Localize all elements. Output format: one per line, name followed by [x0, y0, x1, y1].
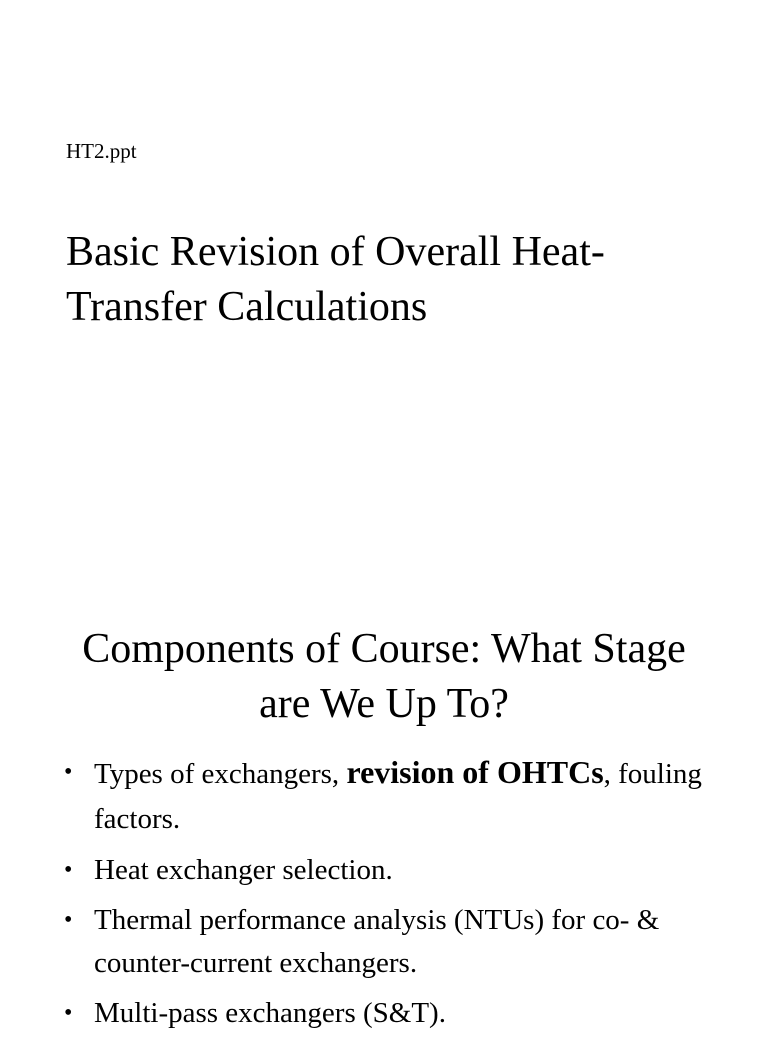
slide-1-title: Basic Revision of Overall Heat-Transfer Calculations: [66, 229, 605, 330]
bullet-item-thermal-analysis: [0, 899, 768, 985]
bullet-text: Multi-pass exchangers (S&T).: [94, 997, 446, 1029]
slide-2: [0, 560, 768, 1029]
bullet-icon: •: [64, 907, 73, 933]
bullet-text: Types of exchangers,: [94, 758, 347, 790]
bullet-text: Thermal performance analysis (NTUs) for co- & counter-current exchangers.: [94, 904, 660, 979]
bullet-text: Heat exchanger selection.: [94, 854, 393, 886]
bullet-icon: •: [64, 759, 73, 785]
bullet-icon: •: [64, 857, 73, 883]
bullet-list: [0, 750, 768, 1042]
bullet-emphasis: revision of OHTCs: [346, 754, 604, 790]
slide-2-title: Components of Course: What Stage are We Up To?: [82, 626, 686, 727]
bullet-text: , fouling factors.: [94, 758, 702, 835]
bullet-item-exchanger-types: [0, 750, 768, 842]
bullet-item-selection: [0, 849, 768, 892]
bullet-item-multi-pass: [0, 992, 768, 1035]
file-name-label: HT2.ppt: [66, 139, 137, 163]
bullet-icon: •: [64, 1000, 73, 1026]
